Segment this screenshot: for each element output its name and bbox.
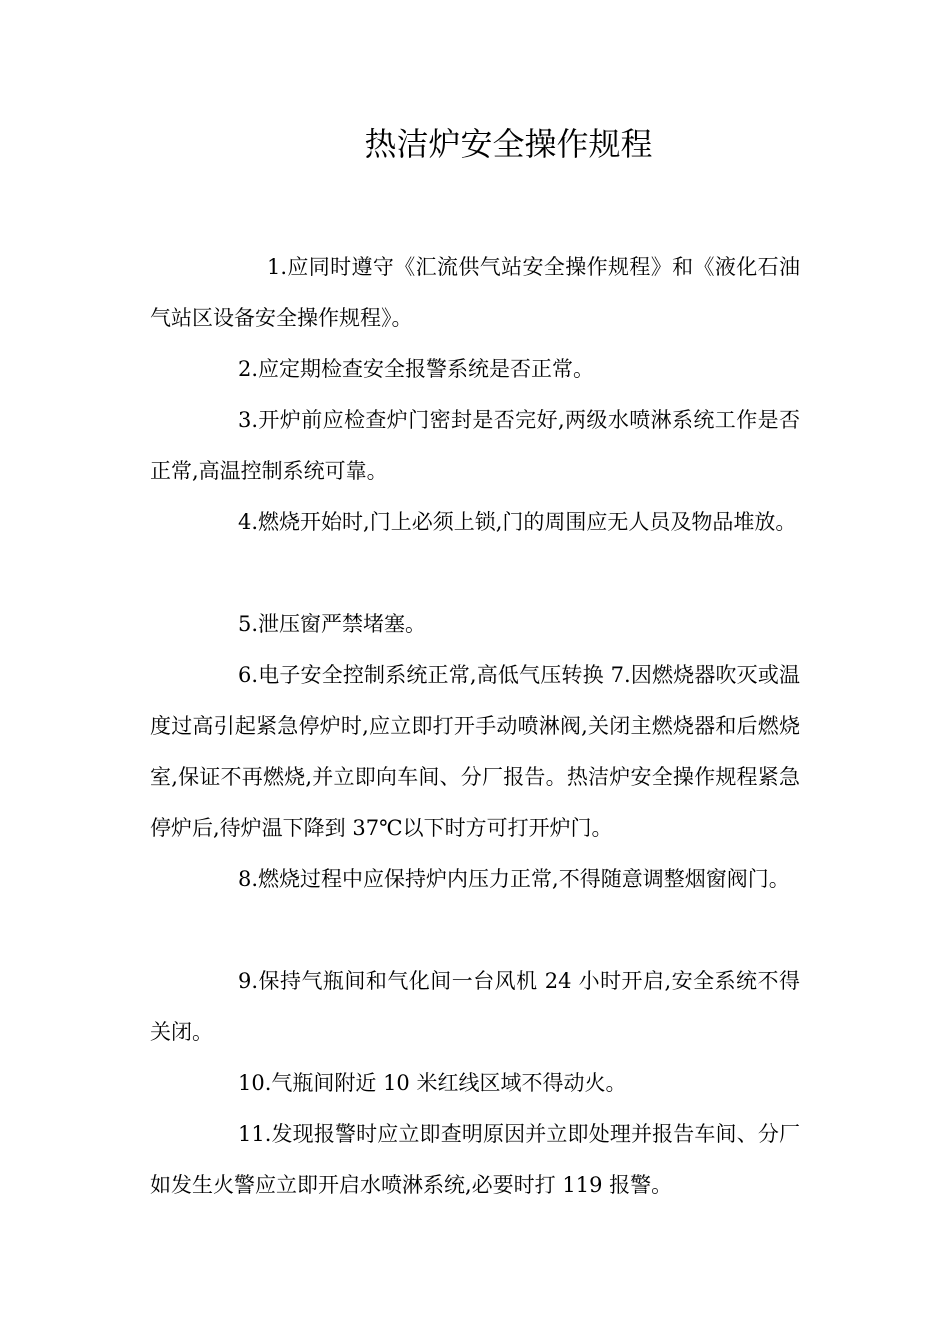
rule-paragraph-10: 10.气瓶间附近 10 米红线区域不得动火。 [238,1071,627,1095]
rule-paragraph-2: 2.应定期检查安全报警系统是否正常。 [238,357,595,381]
rule-paragraph-5: 5.泄压窗严禁堵塞。 [238,612,427,636]
rule-paragraph-8: 8.燃烧过程中应保持炉内压力正常,不得随意调整烟窗阀门。 [238,867,790,891]
rule-paragraph-1: 1.应同时遵守《汇流供气站安全操作规程》和《液化石油气站区设备安全操作规程》。 [150,255,800,330]
rule-paragraph-3: 3.开炉前应检查炉门密封是否完好,两级水喷淋系统工作是否正常,高温控制系统可靠。 [150,408,800,483]
rule-paragraph-6: 6.电子安全控制系统正常,高低气压转换 7.因燃烧器吹灭或温度过高引起紧急停炉时,应立即打开手动喷淋阀,关闭主燃烧器和后燃烧室,保证不再燃烧,并立即向车间、分厂报告。热洁炉安全操作规程紧急停炉后,待炉温下降到 37℃以下时方可打开炉门。 [150,663,800,840]
rule-paragraph-9: 9.保持气瓶间和气化间一台风机 24 小时开启,安全系统不得关闭。 [150,969,800,1044]
rule-paragraph-4: 4.燃烧开始时,门上必须上锁,门的周围应无人员及物品堆放。 [238,510,797,534]
rule-paragraph-11: 11.发现报警时应立即查明原因并立即处理并报告车间、分厂如发生火警应立即开启水喷淋系统,必要时打 119 报警。 [150,1122,800,1197]
document-title: 热洁炉安全操作规程 [364,125,653,163]
